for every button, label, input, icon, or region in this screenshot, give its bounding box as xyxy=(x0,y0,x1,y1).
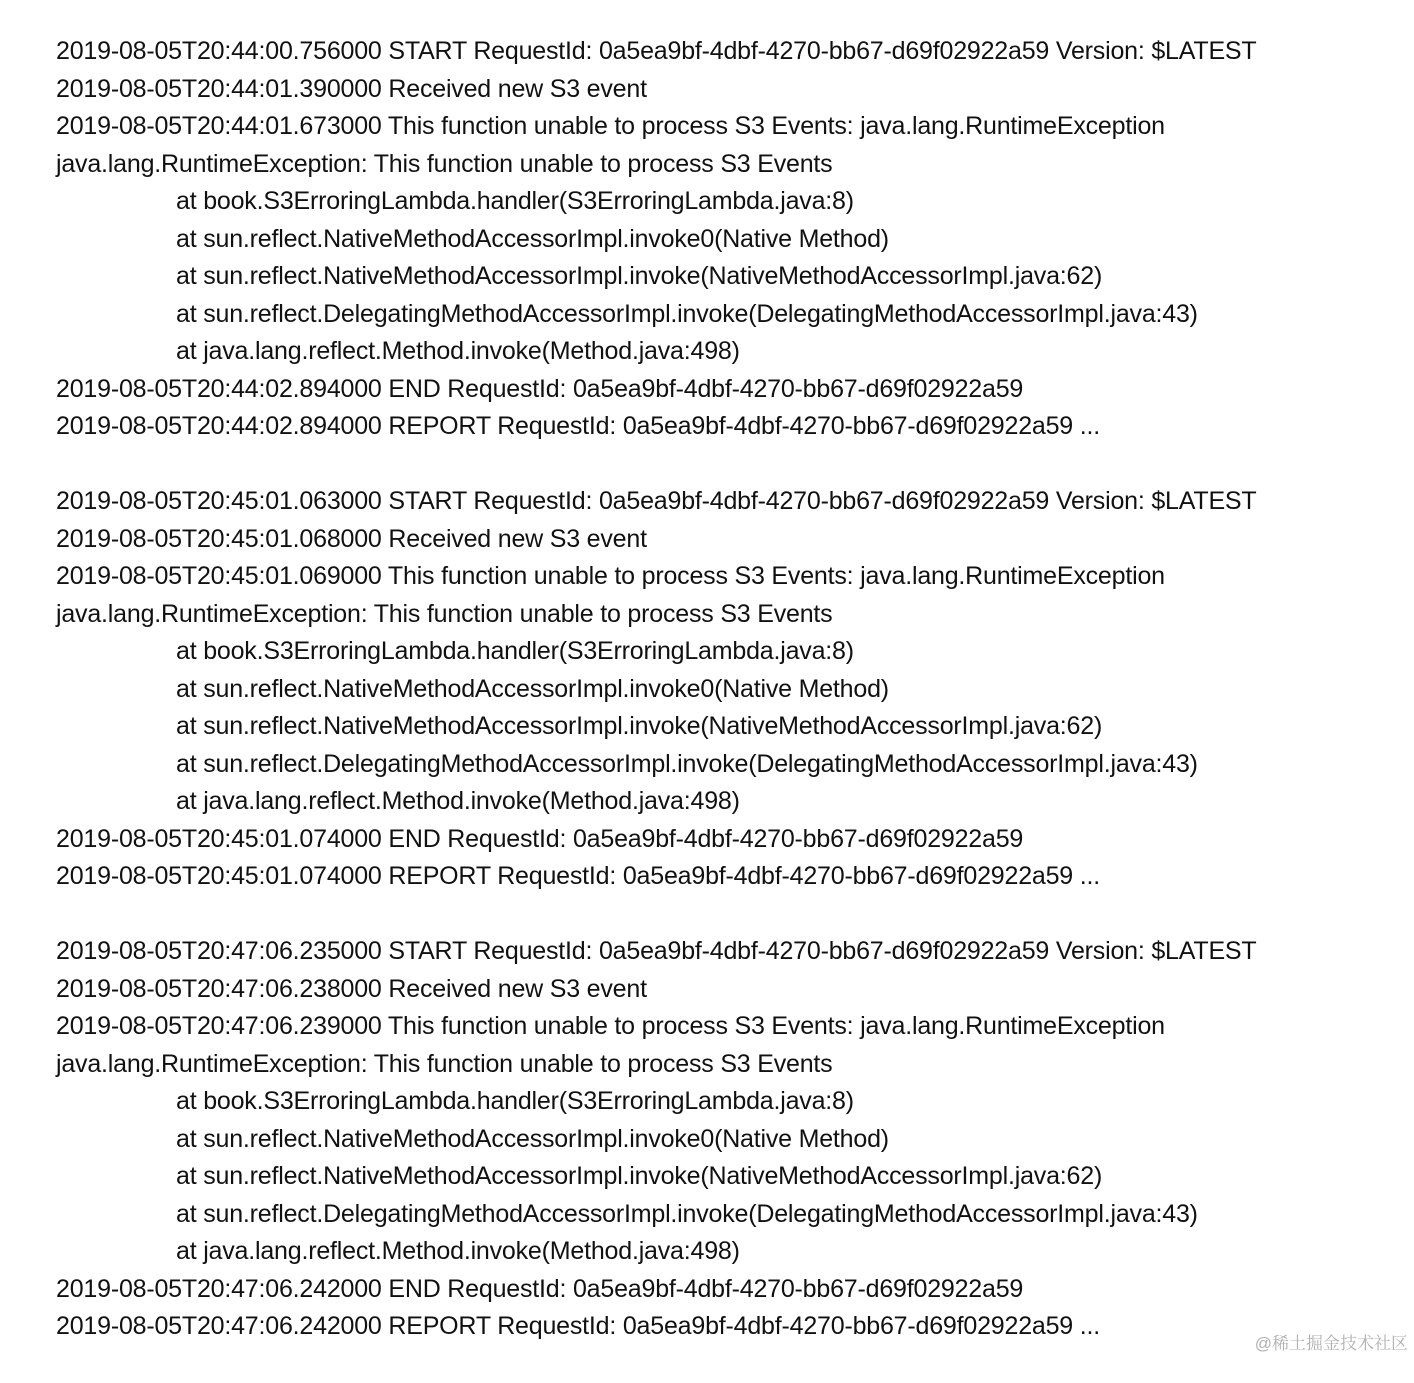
stack-frame: at java.lang.reflect.Method.invoke(Method.java:498) xyxy=(176,337,740,365)
log-line-report: 2019-08-05T20:44:02.894000 REPORT RequestId: 0a5ea9bf-4dbf-4270-bb67-d69f02922a59 ... xyxy=(56,412,1100,440)
log-block-1 xyxy=(56,33,1396,446)
watermark: @稀土掘金技术社区 xyxy=(1254,1334,1408,1353)
log-line-report: 2019-08-05T20:45:01.074000 REPORT RequestId: 0a5ea9bf-4dbf-4270-bb67-d69f02922a59 ... xyxy=(56,862,1100,890)
log-line-error: 2019-08-05T20:47:06.239000 This function unable to process S3 Events: java.lang.RuntimeException xyxy=(56,1012,1165,1040)
log-line-error: 2019-08-05T20:45:01.069000 This function unable to process S3 Events: java.lang.RuntimeException xyxy=(56,562,1165,590)
log-line-received: 2019-08-05T20:45:01.068000 Received new S3 event xyxy=(56,524,647,553)
log-block-2 xyxy=(56,483,1396,896)
log-line-start: 2019-08-05T20:47:06.235000 START RequestId: 0a5ea9bf-4dbf-4270-bb67-d69f02922a59 Version: $LATEST xyxy=(56,937,1257,965)
stack-frame: at sun.reflect.DelegatingMethodAccessorImpl.invoke(DelegatingMethodAccessorImpl.java:43) xyxy=(176,1199,1198,1228)
log-line-end: 2019-08-05T20:44:02.894000 END RequestId: 0a5ea9bf-4dbf-4270-bb67-d69f02922a59 xyxy=(56,374,1024,403)
stack-frame: at book.S3ErroringLambda.handler(S3ErroringLambda.java:8) xyxy=(176,637,854,665)
log-line-report: 2019-08-05T20:47:06.242000 REPORT RequestId: 0a5ea9bf-4dbf-4270-bb67-d69f02922a59 ... xyxy=(56,1312,1100,1340)
log-line-exception: java.lang.RuntimeException: This function unable to process S3 Events xyxy=(56,149,833,178)
stack-frame: at sun.reflect.DelegatingMethodAccessorImpl.invoke(DelegatingMethodAccessorImpl.java:43) xyxy=(176,749,1198,778)
log-line-received: 2019-08-05T20:44:01.390000 Received new S3 event xyxy=(56,74,647,103)
stack-frame: at java.lang.reflect.Method.invoke(Method.java:498) xyxy=(176,1237,740,1265)
log-line-error: 2019-08-05T20:44:01.673000 This function unable to process S3 Events: java.lang.RuntimeException xyxy=(56,112,1165,140)
log-line-received: 2019-08-05T20:47:06.238000 Received new S3 event xyxy=(56,974,647,1003)
stack-frame: at sun.reflect.NativeMethodAccessorImpl.invoke(NativeMethodAccessorImpl.java:62) xyxy=(176,262,1103,290)
stack-frame: at java.lang.reflect.Method.invoke(Method.java:498) xyxy=(176,787,740,815)
stack-frame: at sun.reflect.NativeMethodAccessorImpl.invoke0(Native Method) xyxy=(176,224,889,253)
stack-frame: at sun.reflect.NativeMethodAccessorImpl.invoke(NativeMethodAccessorImpl.java:62) xyxy=(176,712,1103,740)
stack-frame: at book.S3ErroringLambda.handler(S3ErroringLambda.java:8) xyxy=(176,1087,854,1115)
stack-frame: at sun.reflect.DelegatingMethodAccessorImpl.invoke(DelegatingMethodAccessorImpl.java:43) xyxy=(176,299,1198,328)
stack-frame: at sun.reflect.NativeMethodAccessorImpl.invoke(NativeMethodAccessorImpl.java:62) xyxy=(176,1162,1103,1190)
log-line-exception: java.lang.RuntimeException: This function unable to process S3 Events xyxy=(56,599,833,628)
log-line-exception: java.lang.RuntimeException: This function unable to process S3 Events xyxy=(56,1049,833,1078)
stack-frame: at book.S3ErroringLambda.handler(S3ErroringLambda.java:8) xyxy=(176,187,854,215)
log-line-end: 2019-08-05T20:47:06.242000 END RequestId: 0a5ea9bf-4dbf-4270-bb67-d69f02922a59 xyxy=(56,1274,1024,1303)
log-output xyxy=(56,33,1396,1383)
log-line-start: 2019-08-05T20:44:00.756000 START RequestId: 0a5ea9bf-4dbf-4270-bb67-d69f02922a59 Version: $LATEST xyxy=(56,37,1257,65)
stack-frame: at sun.reflect.NativeMethodAccessorImpl.invoke0(Native Method) xyxy=(176,674,889,703)
stack-frame: at sun.reflect.NativeMethodAccessorImpl.invoke0(Native Method) xyxy=(176,1124,889,1153)
log-line-end: 2019-08-05T20:45:01.074000 END RequestId: 0a5ea9bf-4dbf-4270-bb67-d69f02922a59 xyxy=(56,824,1024,853)
log-block-3 xyxy=(56,933,1396,1346)
log-line-start: 2019-08-05T20:45:01.063000 START RequestId: 0a5ea9bf-4dbf-4270-bb67-d69f02922a59 Version: $LATEST xyxy=(56,487,1257,515)
